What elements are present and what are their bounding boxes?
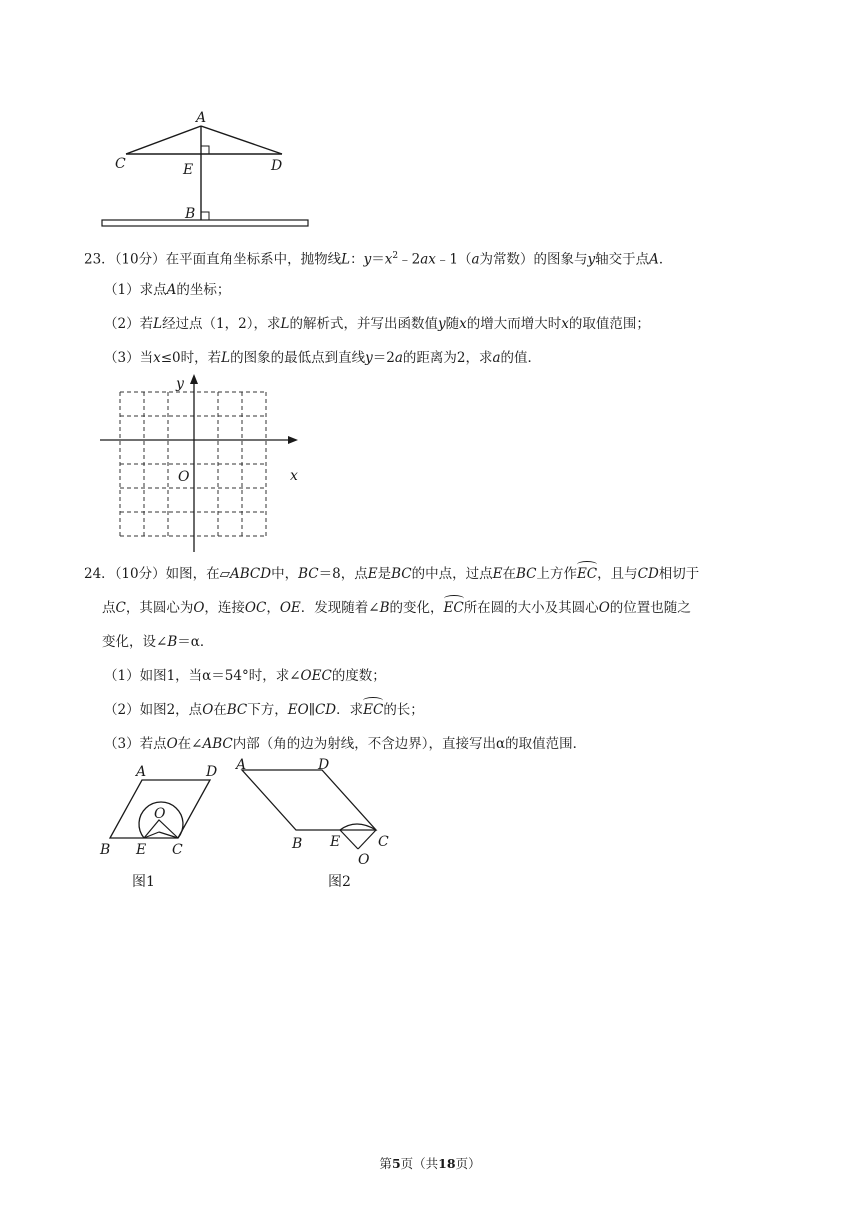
page-footer: 第5页（共18页） <box>379 1156 481 1171</box>
segment-eo-fig2 <box>340 830 358 849</box>
segment-ad <box>201 126 282 154</box>
fig1-label-o: O <box>154 806 166 822</box>
fig1-label-b: B <box>100 842 111 858</box>
coordinate-grid <box>100 372 310 554</box>
segment-oc-fig2 <box>358 830 376 849</box>
grid-dashed-lines <box>120 392 266 536</box>
fig1-label-c: C <box>172 842 183 858</box>
q23-stem: 23．（10分）在平面直角坐标系中，抛物线L：$y=x^2﹣2ax﹣1(a$为常数）的图象与y轴交于点A． <box>84 251 673 268</box>
fig1-caption: 图1 <box>132 874 155 890</box>
right-angle-e <box>201 146 209 154</box>
segment-ac <box>126 126 201 154</box>
wedge-fig1 <box>144 820 178 838</box>
ground-strip <box>102 220 308 226</box>
fig1-label-a: A <box>136 764 147 780</box>
figure-top <box>100 108 312 230</box>
q24-part3: （3）若点O在∠ABC内部（角的边为射线，不含边界），直接写出α的取值范围． <box>104 736 587 752</box>
q23-part3: （3）当x≤0时，若L的图象的最低点到直线y＝2a的距离为2，求a的值． <box>104 350 542 366</box>
label-b: B <box>185 206 196 222</box>
page-total: 18 <box>438 1156 456 1171</box>
fig2-caption: 图2 <box>328 874 351 890</box>
q24-stem-line3: 变化，设∠B＝α． <box>102 634 214 650</box>
q24-stem-line1: 24．（10分）如图，在▱ABCD中，BC＝8，点E是BC的中点，过点E在BC上方作EC，且与CD相切于 <box>84 566 700 582</box>
fig2-label-o: O <box>358 852 370 868</box>
label-a: A <box>196 110 207 126</box>
q23-part1: （1）求点A的坐标； <box>104 282 231 298</box>
x-axis-arrow <box>288 436 298 444</box>
label-e: E <box>183 162 194 178</box>
fig2-label-b: B <box>292 836 303 852</box>
page-number: 5 <box>391 1156 401 1171</box>
q24-part2: （2）如图2，点O在BC下方，EO∥CD．求EC的长； <box>104 702 424 718</box>
q24-part1: （1）如图1，当α＝54°时，求∠OEC的度数； <box>104 668 386 684</box>
fig1-label-e: E <box>136 842 147 858</box>
q24-stem-line2: 点C，其圆心为O，连接OC，OE．发现随着∠B的变化，EC所在圆的大小及其圆心O的位置也随之 <box>102 600 691 616</box>
origin-label: O <box>178 469 190 485</box>
figure-1 <box>96 760 226 890</box>
q23-part2: （2）若L经过点（1，2），求L的解析式，并写出函数值y随x的增大而增大时x的取值范围； <box>104 316 650 332</box>
x-axis-label: x <box>290 468 298 484</box>
fig2-label-d: D <box>318 757 330 773</box>
y-axis-arrow <box>190 374 198 384</box>
label-d: D <box>271 158 283 174</box>
parallelogram-abcd-fig2 <box>242 770 376 830</box>
label-c: C <box>115 156 126 172</box>
fig2-label-a: A <box>236 757 247 773</box>
fig2-label-e: E <box>330 834 341 850</box>
right-angle-b <box>201 212 209 220</box>
fig2-label-c: C <box>378 834 389 850</box>
y-axis-label: y <box>176 376 184 392</box>
figure-2 <box>232 756 397 890</box>
fig1-label-d: D <box>206 764 218 780</box>
